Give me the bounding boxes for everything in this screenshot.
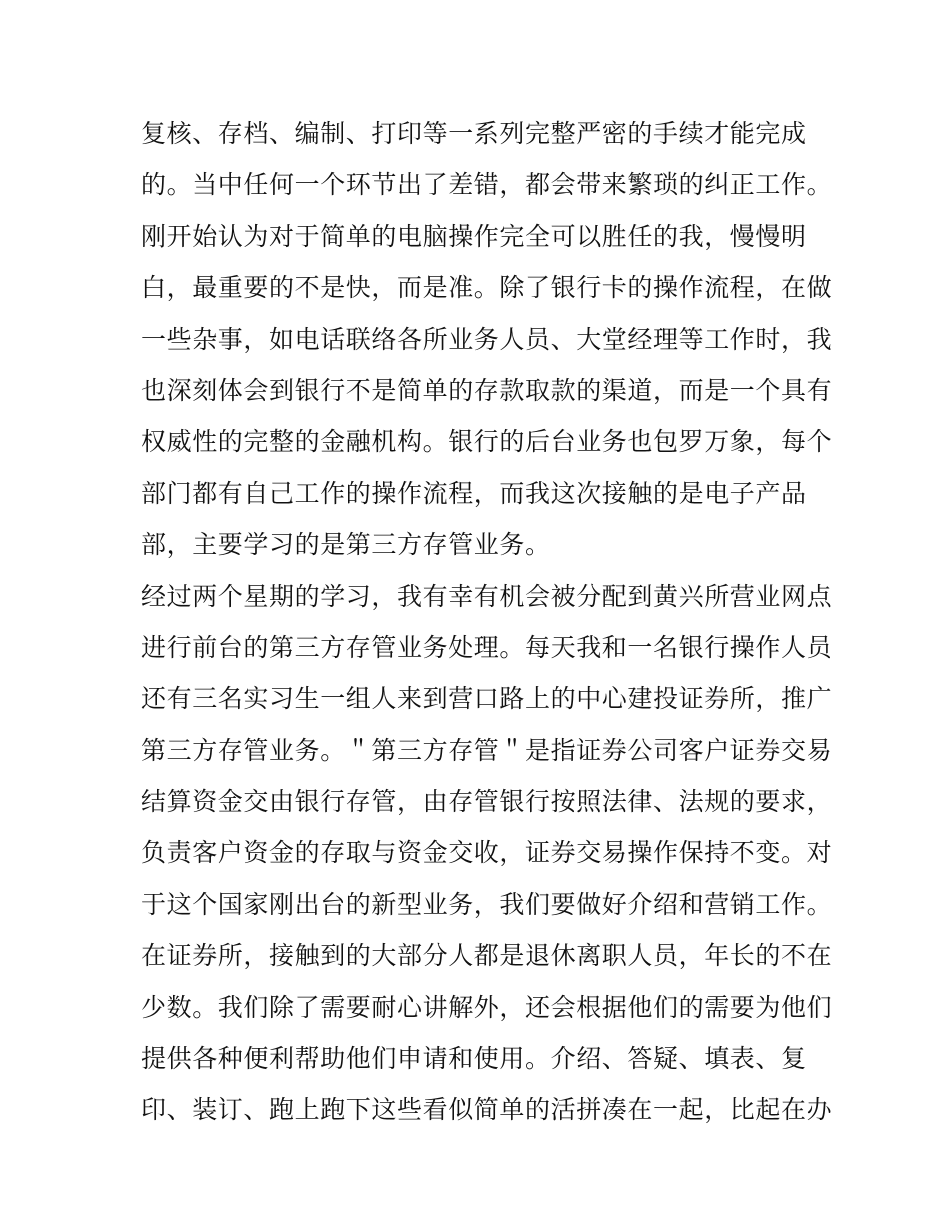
body-text: [141, 108, 833, 1136]
text-line: 提供各种便利帮助他们申请和使用。介绍、答疑、填表、复: [141, 1044, 807, 1074]
text-line: 权威性的完整的金融机构。银行的后台业务也包罗万象，每个: [141, 427, 833, 457]
text-line: 进行前台的第三方存管业务处理。每天我和一名银行操作人员: [141, 632, 833, 662]
text-line: 一些杂事，如电话联络各所业务人员、大堂经理等工作时，我: [141, 324, 833, 354]
text-line: 白，最重要的不是快，而是准。除了银行卡的操作流程，在做: [141, 273, 833, 303]
text-line: 少数。我们除了需要耐心讲解外，还会根据他们的需要为他们: [141, 992, 833, 1022]
text-line: 复核、存档、编制、打印等一系列完整严密的手续才能完成: [141, 119, 807, 148]
text-line: 还有三名实习生一组人来到营口路上的中心建投证券所，推广: [141, 684, 833, 714]
text-line: 的。当中任何一个环节出了差错，都会带来繁琐的纠正工作。: [141, 170, 833, 200]
text-line: 部门都有自己工作的操作流程，而我这次接触的是电子产品: [141, 478, 807, 508]
text-line: 刚开始认为对于简单的电脑操作完全可以胜任的我，慢慢明: [141, 221, 807, 251]
text-line: 结算资金交由银行存管，由存管银行按照法律、法规的要求，: [141, 787, 833, 817]
text-line: 部，主要学习的是第三方存管业务。: [141, 530, 551, 560]
text-line: 于这个国家刚出台的新型业务，我们要做好介绍和营销工作。: [141, 889, 833, 919]
text-line: 第三方存管业务。＂第三方存管＂是指证券公司客户证券交易: [141, 735, 833, 765]
text-line: 负责客户资金的存取与资金交收，证券交易操作保持不变。对: [141, 838, 833, 868]
text-line: 经过两个星期的学习，我有幸有机会被分配到黄兴所营业网点: [141, 581, 833, 611]
text-line: 印、装订、跑上跑下这些看似简单的活拼凑在一起，比起在办: [141, 1095, 833, 1125]
text-line: 也深刻体会到银行不是简单的存款取款的渠道，而是一个具有: [141, 375, 833, 405]
text-line: 在证券所，接触到的大部分人都是退休离职人员，年长的不在: [141, 941, 833, 971]
